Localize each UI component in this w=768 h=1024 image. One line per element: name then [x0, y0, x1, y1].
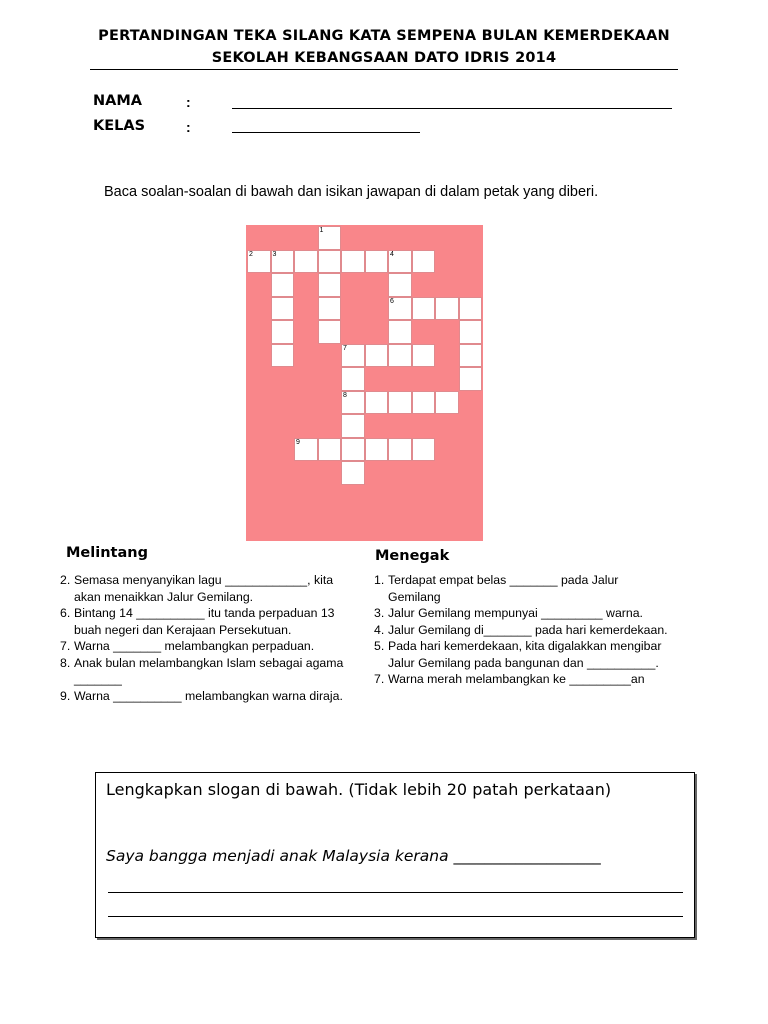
- crossword-cell[interactable]: [271, 320, 295, 344]
- down-clue: 4. Jalur Gemilang di_______ pada hari kemerdekaan.: [374, 622, 668, 637]
- crossword-cell[interactable]: [294, 438, 318, 462]
- slogan-prompt: Saya bangga menjadi anak Malaysia kerana ___________________: [106, 847, 601, 865]
- down-heading: Menegak: [375, 548, 450, 564]
- crossword-cell[interactable]: [435, 297, 459, 321]
- crossword-cell[interactable]: [459, 367, 483, 391]
- crossword-cell[interactable]: [271, 344, 295, 368]
- slogan-answer-line[interactable]: [108, 892, 683, 893]
- crossword-cell[interactable]: [388, 297, 412, 321]
- crossword-cell[interactable]: [318, 320, 342, 344]
- down-clue: 7. Warna merah melambangkan ke _________an: [374, 672, 645, 686]
- class-input-line[interactable]: [232, 132, 420, 133]
- across-clue: 7. Warna _______ melambangkan perpaduan.: [60, 639, 315, 653]
- slogan-box: [95, 772, 695, 938]
- crossword-cell[interactable]: [271, 273, 295, 297]
- crossword-cell[interactable]: [365, 250, 389, 274]
- crossword-cell[interactable]: [294, 250, 318, 274]
- crossword-cell[interactable]: [388, 391, 412, 415]
- crossword-cell[interactable]: [412, 297, 436, 321]
- crossword-cell[interactable]: [318, 226, 342, 250]
- header-divider: [90, 69, 678, 70]
- down-clue: 5. Pada hari kemerdekaan, kita digalakkan mengibar Jalur Gemilang pada bangunan dan __________.: [374, 639, 662, 670]
- name-colon: :: [186, 94, 191, 110]
- across-clue: 2. Semasa menyanyikan lagu ____________, kita akan menaikkan Jalur Gemilang.: [60, 573, 334, 604]
- crossword-cell[interactable]: [271, 250, 295, 274]
- crossword-cell[interactable]: [341, 461, 365, 485]
- crossword-cell[interactable]: [388, 438, 412, 462]
- crossword-cell[interactable]: [459, 344, 483, 368]
- crossword-cell[interactable]: [341, 250, 365, 274]
- down-clue-list: [374, 572, 674, 688]
- crossword-cell[interactable]: [365, 344, 389, 368]
- crossword-clue-number: 8: [343, 391, 347, 399]
- crossword-cell[interactable]: [365, 391, 389, 415]
- crossword-cell[interactable]: [388, 344, 412, 368]
- crossword-cell[interactable]: [341, 414, 365, 438]
- crossword-cell[interactable]: [388, 320, 412, 344]
- crossword-clue-number: 6: [390, 297, 394, 305]
- crossword-cell[interactable]: [318, 438, 342, 462]
- crossword-clue-number: 2: [249, 250, 253, 258]
- crossword-cell[interactable]: [341, 391, 365, 415]
- crossword-clue-number: 3: [272, 250, 277, 258]
- name-label: NAMA: [93, 93, 143, 109]
- across-clue-list: [60, 572, 356, 704]
- crossword-clue-number: 4: [390, 250, 394, 258]
- down-clue: 3. Jalur Gemilang mempunyai _________ warna.: [374, 606, 643, 620]
- crossword-cell[interactable]: [247, 250, 271, 274]
- across-clue: 8. Anak bulan melambangkan Islam sebagai agama _______: [60, 655, 344, 686]
- down-clue: 1. Terdapat empat belas _______ pada Jalur Gemilang: [374, 573, 619, 604]
- crossword-cell[interactable]: [412, 391, 436, 415]
- crossword-cell[interactable]: [459, 320, 483, 344]
- crossword-grid: [246, 225, 483, 541]
- crossword-clue-number: 9: [296, 438, 300, 446]
- crossword-cell[interactable]: [365, 438, 389, 462]
- crossword-cell[interactable]: [341, 367, 365, 391]
- across-clue: 6. Bintang 14 __________ itu tanda perpaduan 13 buah negeri dan Kerajaan Persekutuan.: [60, 606, 335, 637]
- crossword-cell[interactable]: [341, 438, 365, 462]
- crossword-cell[interactable]: [271, 297, 295, 321]
- across-heading: Melintang: [66, 545, 148, 561]
- slogan-heading: Lengkapkan slogan di bawah. (Tidak lebih 20 patah perkataan): [106, 780, 612, 799]
- crossword-cell[interactable]: [318, 297, 342, 321]
- across-clue: 9. Warna __________ melambangkan warna diraja.: [60, 688, 343, 703]
- instruction-text: Baca soalan-soalan di bawah dan isikan jawapan di dalam petak yang diberi.: [104, 184, 599, 200]
- slogan-answer-line[interactable]: [108, 916, 683, 917]
- crossword-cell[interactable]: [341, 344, 365, 368]
- title-line-1: PERTANDINGAN TEKA SILANG KATA SEMPENA BULAN KEMERDEKAAN: [98, 28, 670, 44]
- crossword-cell[interactable]: [412, 438, 436, 462]
- crossword-cell[interactable]: [412, 344, 436, 368]
- crossword-cell[interactable]: [388, 273, 412, 297]
- crossword-cell[interactable]: [435, 391, 459, 415]
- crossword-cell[interactable]: [412, 250, 436, 274]
- crossword-cell[interactable]: [318, 250, 342, 274]
- crossword-clue-number: 7: [343, 344, 347, 352]
- crossword-cell[interactable]: [318, 273, 342, 297]
- class-colon: :: [186, 119, 191, 135]
- title-line-2: SEKOLAH KEBANGSAAN DATO IDRIS 2014: [211, 50, 557, 66]
- crossword-cell[interactable]: [459, 297, 483, 321]
- crossword-clue-number: 1: [319, 227, 324, 234]
- class-label: KELAS: [93, 118, 146, 134]
- name-input-line[interactable]: [232, 108, 672, 109]
- crossword-cell[interactable]: [388, 250, 412, 274]
